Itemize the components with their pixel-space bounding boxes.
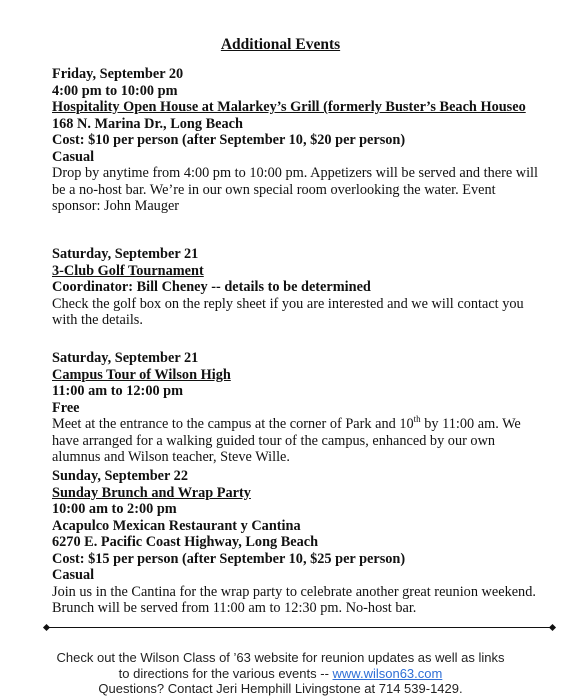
event-description-start: Meet at the entrance to the campus at the corner of Park and 10 [52,416,414,432]
footer [0,650,561,697]
event-sunday-brunch [52,468,547,617]
event-cost: Cost: $10 per person (after September 10, $20 per person) [52,132,406,148]
event-date: Friday, September 20 [52,66,184,82]
event-date: Sunday, September 22 [52,468,188,484]
event-date: Saturday, September 21 [52,350,199,366]
event-time: 10:00 am to 2:00 pm [52,501,177,517]
divider-diamond-left [43,624,50,631]
event-time: 11:00 am to 12:00 pm [52,383,184,399]
footer-line-3: Questions? Contact Jeri Hemphill Livingstone at 714 539-1429. [98,681,463,696]
page-title: Additional Events [220,36,341,53]
website-link[interactable]: www.wilson63.com [332,665,443,681]
ordinal-suffix: th [413,414,421,425]
event-time: 4:00 pm to 10:00 pm [52,82,178,99]
event-golf-tournament [52,246,547,329]
event-dress-code: Casual [52,148,95,165]
footer-line-1: Check out the Wilson Class of ’63 website for reunion updates as well as links [56,650,505,665]
event-address: 6270 E. Pacific Coast Highway, Long Beach [52,534,319,550]
event-description-end: by 11:00 am. We have arranged for a walking guided tour of the campus, enhanced by our own alumnus and Wilson teacher, Steve Wille. [52,416,521,465]
event-campus-tour [52,350,547,466]
event-venue: Acapulco Mexican Restaurant y Cantina [52,517,301,534]
event-dress-code: Casual [52,567,95,583]
event-address: 168 N. Marina Dr., Long Beach [52,115,243,132]
event-name: Hospitality Open House at Malarkey’s Grill (formerly Buster’s Beach Houseo [52,99,526,115]
footer-line-2-text: to directions for the various events -- [118,665,333,681]
footer-line-2 [0,666,561,682]
divider-diamond-right [549,624,556,631]
section-divider [46,627,553,628]
event-coordinator: Coordinator: Bill Cheney -- details to be determined [52,279,371,295]
event-date: Saturday, September 21 [52,246,199,262]
event-description: Drop by anytime from 4:00 pm to 10:00 pm. Appetizers will be served and there will be a no-host bar. We’re in our own special room overlooking the water. Event sponsor: John Mauger [52,165,538,214]
event-description: Check the golf box on the reply sheet if you are interested and we will contact you with the details. [52,295,524,328]
event-name: 3-Club Golf Tournament [52,262,204,279]
event-description [52,416,547,466]
event-description: Join us in the Cantina for the wrap party to celebrate another great reunion weekend. Brunch will be served from 11:00 am to 12:30 pm. No-host bar. [52,583,536,616]
event-cost: Cost: $15 per person (after September 10, $25 per person) [52,550,406,567]
event-name: Campus Tour of Wilson High [52,366,231,383]
event-cost: Free [52,399,80,416]
event-friday-open-house [52,66,547,215]
event-name: Sunday Brunch and Wrap Party [52,484,251,501]
